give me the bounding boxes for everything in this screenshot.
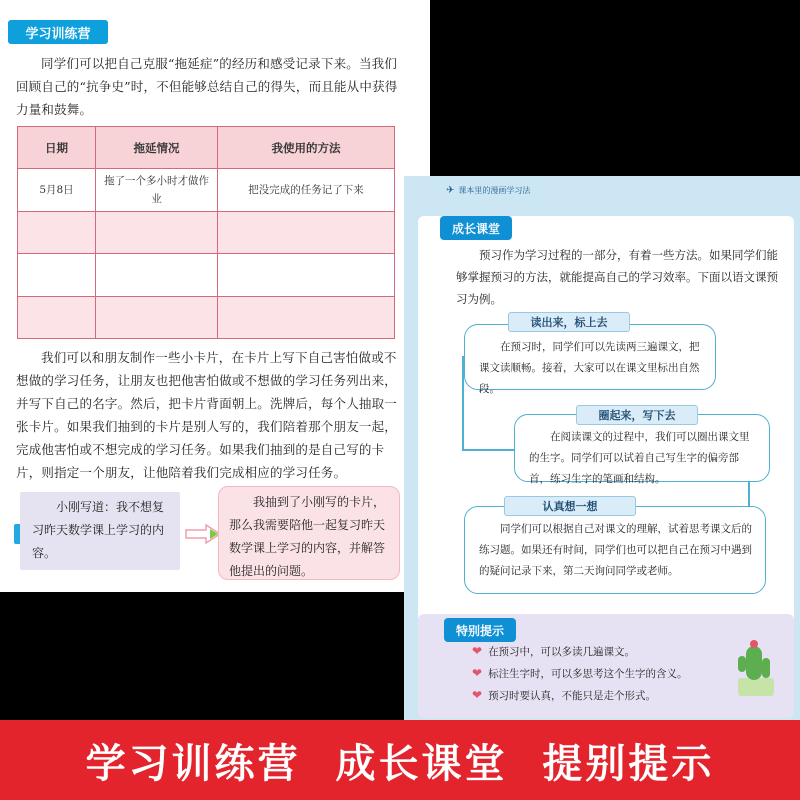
tip-text: 标注生字时，可以多思考这个生字的含义。 xyxy=(488,667,688,680)
step-box-think: 同学们可以根据自己对课文的理解，试着思考课文后的练习题。如果还有时间，同学们也可以把自己在预习中遇到的疑问记录下来，第二天询问同学或老师。 xyxy=(464,506,766,594)
table-cell xyxy=(96,211,218,254)
table-cell xyxy=(96,296,218,339)
table-cell xyxy=(18,296,96,339)
connector-line xyxy=(462,449,514,451)
table-row xyxy=(18,254,395,297)
column-header-situation: 拖延情况 xyxy=(96,127,218,169)
step-title-think: 认真想一想 xyxy=(504,496,636,516)
tip-text: 在预习中，可以多读几遍课文。 xyxy=(488,645,636,658)
example-card-right: 我抽到了小刚写的卡片，那么我需要陪他一起复习昨天数学课上学习的内容，并解答他提出的问题。 xyxy=(218,486,400,580)
step-box-read: 在预习时，同学们可以先读两三遍课文，把课文读顺畅。接着，大家可以在课文里标出自然段。 xyxy=(464,324,716,390)
bottom-banner xyxy=(0,720,800,800)
procrastination-table xyxy=(17,126,395,339)
table-cell: 5月8日 xyxy=(18,169,96,212)
table-row xyxy=(18,211,395,254)
tip-item xyxy=(472,664,688,682)
heart-icon: ❤ xyxy=(472,666,483,680)
column-header-date: 日期 xyxy=(18,127,96,169)
right-page xyxy=(404,176,800,720)
table-row xyxy=(18,296,395,339)
left-page xyxy=(0,0,430,592)
intro-paragraph: 同学们可以把自己克服“拖延症”的经历和感受记录下来。当我们回顾自己的“抗争史”时，不但能够总结自己的得失，而且能从中获得力量和鼓舞。 xyxy=(16,56,398,117)
table-header-row xyxy=(18,127,395,169)
section-title-learning-camp: 学习训练营 xyxy=(8,20,108,44)
table-cell xyxy=(218,254,395,297)
table-cell xyxy=(218,211,395,254)
heart-icon: ❤ xyxy=(472,688,483,702)
tip-item xyxy=(472,642,635,660)
step-title-circle: 圈起来，写下去 xyxy=(576,405,698,425)
step-box-circle: 在阅读课文的过程中，我们可以圈出课文里的生字。同学们可以试着自己写生字的偏旁部首，练习生字的笔画和结构。 xyxy=(514,414,770,482)
step-title-read: 读出来，标上去 xyxy=(508,312,630,332)
growth-intro: 预习作为学习过程的一部分，有着一些方法。如果同学们能够掌握预习的方法，就能提高自己的学习效率。下面以语文课预习为例。 xyxy=(456,248,778,306)
table-cell: 把没完成的任务记了下来 xyxy=(218,169,395,212)
top-bar xyxy=(446,182,606,198)
table-row xyxy=(18,169,395,212)
section-title-growth-classroom: 成长课堂 xyxy=(440,216,512,240)
card-game-paragraph: 我们可以和朋友制作一些小卡片，在卡片上写下自己害怕做或不想做的学习任务，让朋友也把他害怕做或不想做的学习任务列出来，并写下自己的名字。然后，把卡片背面朝上。洗牌后，每个人抽取一张卡片。如果我们抽到的卡片是别人写的，我们陪着那个朋友一起，完成他害怕或不想完成的学习任务。如果我们抽到的是自己写的卡片，则指定一个朋友，让他陪着我们完成相应的学习任务。 xyxy=(16,350,398,480)
plane-icon: ✈ xyxy=(446,184,455,196)
top-bar-title: 课本里的漫画学习法 xyxy=(458,185,531,195)
heart-icon: ❤ xyxy=(472,644,483,658)
table-cell xyxy=(18,254,96,297)
table-cell xyxy=(96,254,218,297)
cactus-icon xyxy=(734,634,778,698)
section-title-special-tips: 特别提示 xyxy=(444,618,516,642)
table-cell xyxy=(218,296,395,339)
tip-text: 预习时要认真，不能只是走个形式。 xyxy=(488,689,657,702)
tip-item xyxy=(472,686,656,704)
example-card-left: 小刚写道：我不想复习昨天数学课上学习的内容。 xyxy=(20,492,180,570)
banner-text: 学习训练营 成长课堂 提别提示 xyxy=(85,740,715,787)
table-cell xyxy=(18,211,96,254)
table-cell: 拖了一个多小时才做作业 xyxy=(96,169,218,212)
column-header-method: 我使用的方法 xyxy=(218,127,395,169)
